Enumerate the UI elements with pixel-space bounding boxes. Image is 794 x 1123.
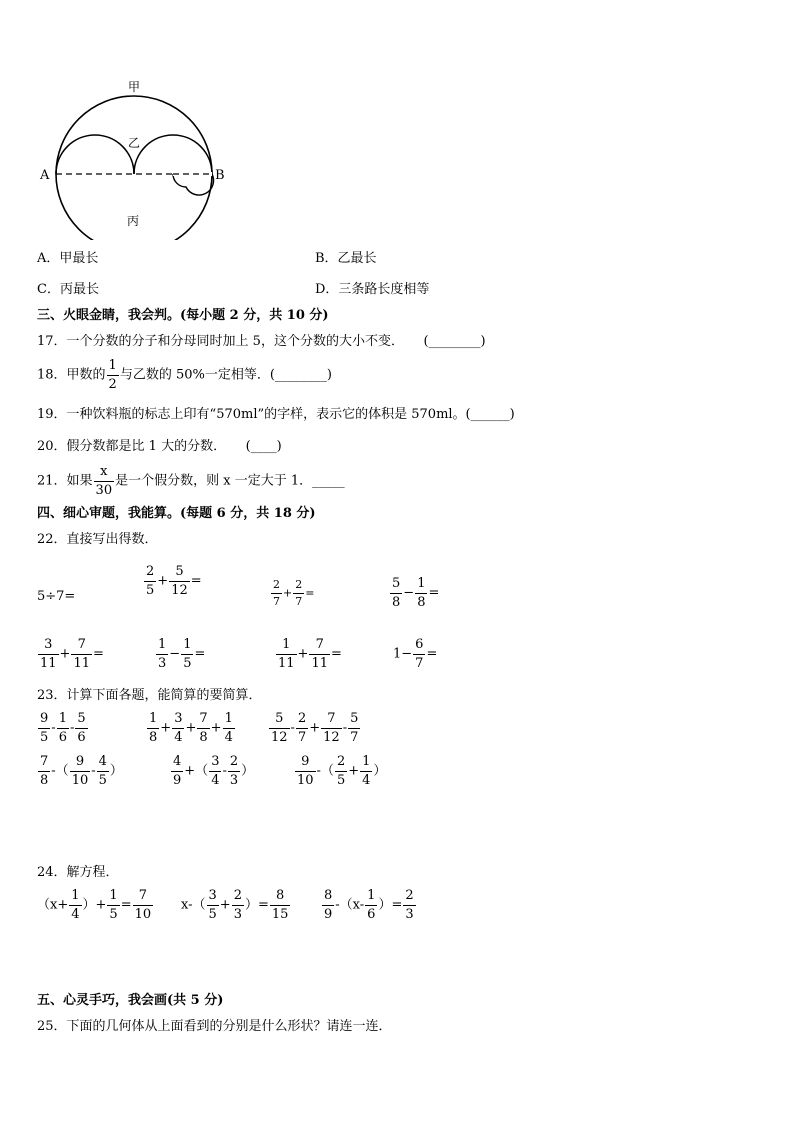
calc-item-3: $\frac{2}{7}$ + $\frac{2}{7}$ =	[273, 578, 315, 608]
option-c: C．丙最长	[37, 282, 99, 297]
question-25: 25．下面的几何体从上面看到的分别是什么形状？请连一连．	[37, 1019, 392, 1034]
calc-item-6: $\frac{1}{3}$ − $\frac{1}{5}$ =	[158, 637, 206, 671]
equation-3: $\frac{8}{9}$ -（x- $\frac{1}{6}$ ）= $\frac{2}{3}$	[324, 888, 414, 922]
expr-5: $\frac{4}{9}$ +（ $\frac{3}{4}$ - $\frac{2}{3}$ ）	[173, 754, 255, 788]
expr-2: $\frac{1}{8}$ + $\frac{3}{4}$ + $\frac{7}{8}$ + $\frac{1}{4}$	[149, 711, 233, 745]
label-bing: 丙	[127, 214, 140, 228]
question-21: 21．如果 $\frac{x}{30}$ 是一个假分数，则 x 一定大于 1．_____	[37, 464, 345, 498]
option-a: A．甲最长	[37, 251, 99, 266]
calc-item-5: $\frac{3}{11}$ + $\frac{7}{11}$ =	[40, 637, 104, 671]
label-b: B	[215, 168, 225, 183]
equation-1: （x+ $\frac{1}{4}$ ）+ $\frac{1}{5}$ = $\frac{7}{10}$	[37, 888, 152, 922]
question-18: 18．甲数的 $\frac{1}{2}$ 与乙数的 50%一定相等．(________)	[37, 358, 332, 392]
question-17: 17．一个分数的分子和分母同时加上 5，这个分数的大小不变． (________)	[37, 334, 486, 349]
question-19: 19．一种饮料瓶的标志上印有“570ml”的字样，表示它的体积是 570ml。(______)	[37, 407, 515, 422]
fraction: $\frac{x}{30}$	[95, 464, 113, 498]
calc-item-4: $\frac{5}{8}$ − $\frac{1}{8}$ =	[392, 576, 440, 610]
equation-2: x-（ $\frac{3}{5}$ + $\frac{2}{3}$ ）= $\frac{8}{15}$	[181, 888, 289, 922]
path-figure	[32, 75, 232, 240]
question-23: 23．计算下面各题，能简算的要简算．	[37, 688, 262, 703]
label-jia: 甲	[128, 80, 141, 94]
section-3-title: 三、火眼金睛，我会判。(每小题 2 分，共 10 分)	[37, 308, 329, 323]
question-20: 20．假分数都是比 1 大的分数． (____)	[37, 439, 282, 454]
label-yi: 乙	[128, 136, 141, 150]
calc-item-8: 1− $\frac{6}{7}$ =	[393, 637, 438, 671]
calc-item-7: $\frac{1}{11}$ + $\frac{7}{11}$ =	[278, 637, 342, 671]
fraction: $\frac{1}{2}$	[108, 358, 117, 392]
expr-3: $\frac{5}{12}$ - $\frac{2}{7}$ + $\frac{7}{12}$ - $\frac{5}{7}$	[271, 711, 359, 745]
label-a: A	[40, 168, 50, 183]
calc-item-1: 5÷7=	[37, 589, 76, 604]
expr-6: $\frac{9}{10}$ -（ $\frac{2}{5}$ + $\frac{1}{4}$ ）	[297, 754, 387, 788]
question-24: 24．解方程．	[37, 865, 119, 880]
section-4-title: 四、细心审题，我能算。(每题 6 分，共 18 分)	[37, 506, 316, 521]
section-5-title: 五、心灵手巧，我会画(共 5 分)	[37, 993, 224, 1008]
option-d: D．三条路长度相等	[315, 282, 430, 297]
expr-4: $\frac{7}{8}$ -（ $\frac{9}{10}$ - $\frac{4}{5}$ ）	[40, 754, 123, 788]
question-22: 22．直接写出得数．	[37, 532, 158, 547]
expr-1: $\frac{9}{5}$ - $\frac{1}{6}$ - $\frac{5}{6}$	[40, 711, 86, 745]
option-b: B．乙最长	[315, 251, 377, 266]
calc-item-2: $\frac{2}{5}$ + $\frac{5}{12}$ =	[146, 564, 202, 598]
